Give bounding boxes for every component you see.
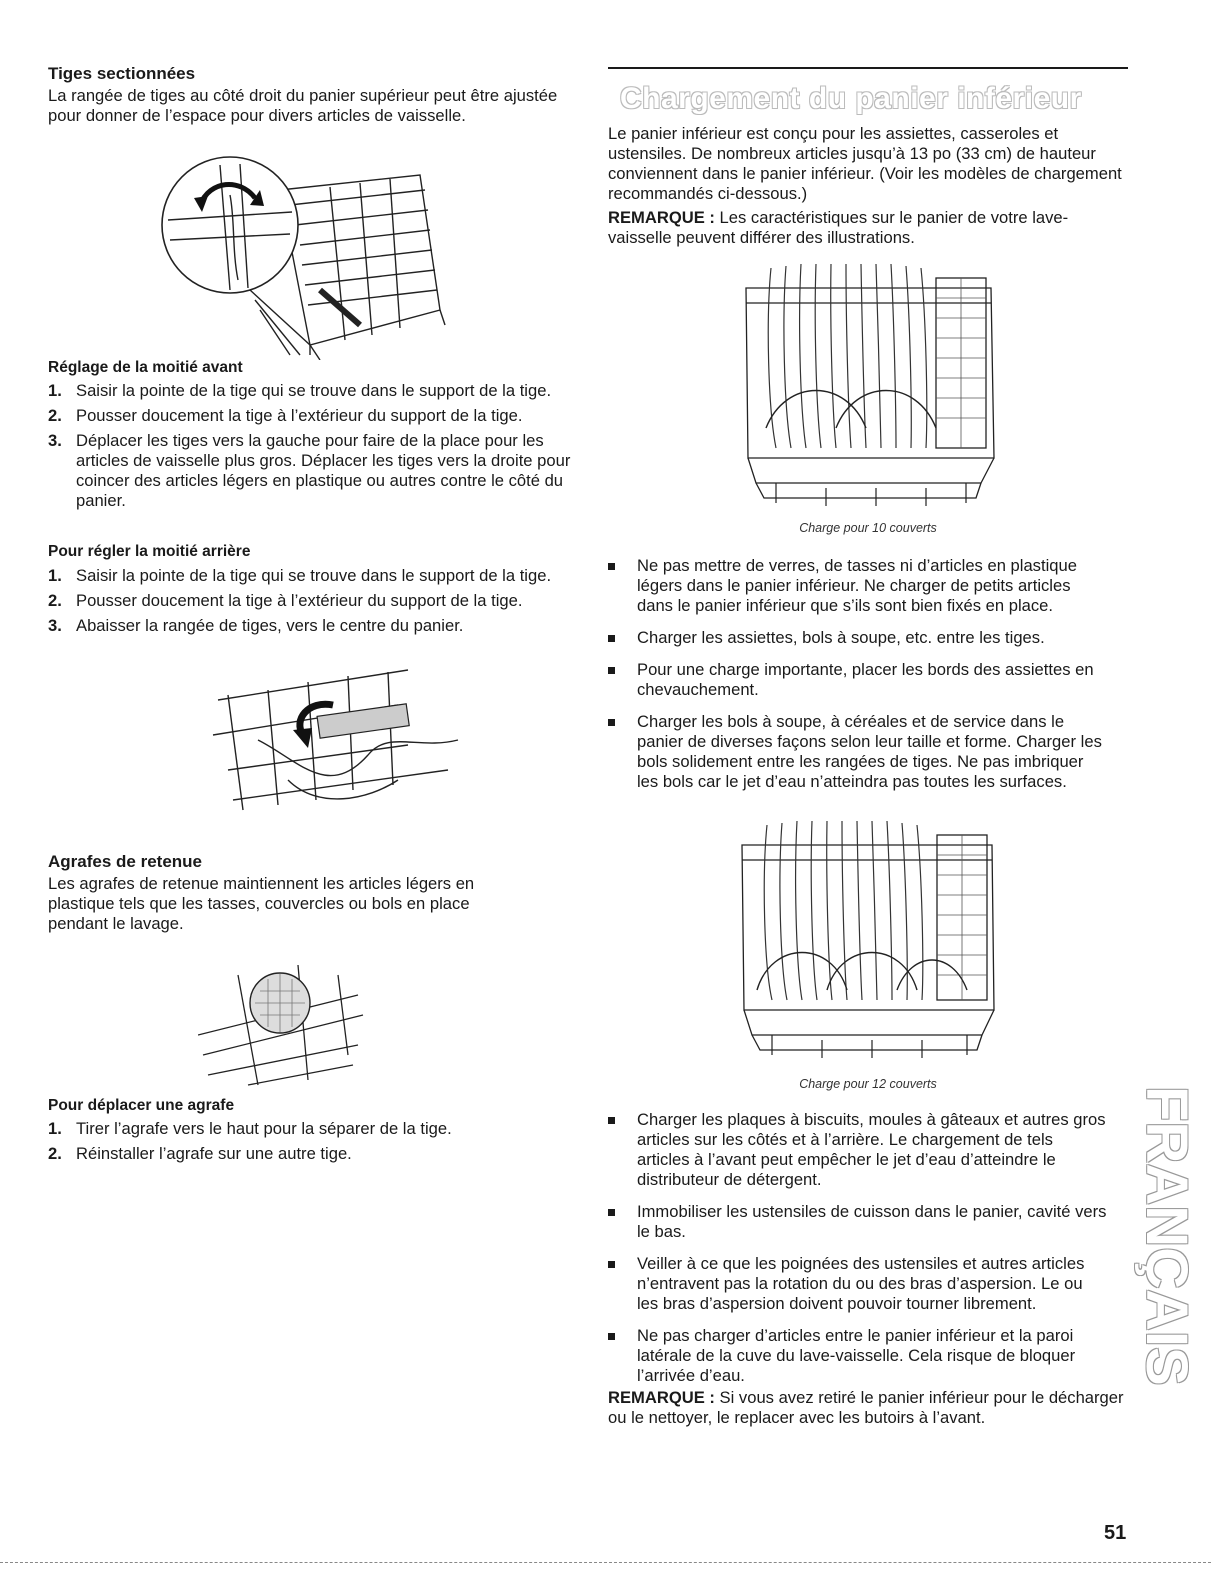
front-half-steps bbox=[48, 381, 578, 516]
list-item: Ne pas mettre de verres, de tasses ni d’articles en plastique légers dans le panier inférieur. Ne charger de petits articles dans le panier inférieur que s’ils sont bien fixés en place. bbox=[608, 556, 1108, 616]
list-item: 3. Déplacer les tiges vers la gauche pour faire de la place pour les articles de vaisselle plus gros. Déplacer les tiges vers la droite pour coincer des articles légers en plastique ou autres contre le côté du panier. bbox=[48, 431, 571, 510]
caption-10-place: Charge pour 10 couverts bbox=[799, 521, 937, 535]
tiges-heading: Tiges sectionnées bbox=[48, 64, 196, 83]
note-2: REMARQUE : Si vous avez retiré le panier inférieur pour le décharger ou le nettoyer, le replacer avec les butoirs à l’avant. bbox=[608, 1388, 1124, 1427]
list-item: 2. Réinstaller l’agrafe sur une autre tige. bbox=[48, 1144, 352, 1163]
section-title: Chargement du panier inférieur bbox=[620, 82, 1082, 115]
lower-rack-12-place-illustration bbox=[732, 815, 1002, 1060]
list-item: 2. Pousser doucement la tige à l’extérieur du support de la tige. bbox=[48, 591, 523, 610]
retaining-clip-illustration bbox=[198, 955, 368, 1095]
note-1: REMARQUE : Les caractéristiques sur le panier de votre lave-vaisselle peuvent différer des illustrations. bbox=[608, 208, 1069, 247]
list-item: Veiller à ce que les poignées des ustensiles et autres articles n’entravent pas la rotation du ou des bras d’aspersion. Le ou les bras d’aspersion doivent pouvoir tourner librement. bbox=[608, 1254, 1108, 1314]
intro-text: Le panier inférieur est conçu pour les assiettes, casseroles et ustensiles. De nombreux articles jusqu’à 13 po (33 cm) de hauteur conviennent dans le panier inférieur. (Voir les modèles de chargement recommandés ci-dessous.) bbox=[608, 124, 1122, 203]
upper-rack-tines-illustration bbox=[160, 150, 460, 360]
front-half-heading: Réglage de la moitié avant bbox=[48, 359, 243, 376]
caption-12-place: Charge pour 12 couverts bbox=[799, 1077, 937, 1091]
list-item: Immobiliser les ustensiles de cuisson dans le panier, cavité vers le bas. bbox=[608, 1202, 1108, 1242]
list-item: 3. Abaisser la rangée de tiges, vers le centre du panier. bbox=[48, 616, 464, 635]
page-number: 51 bbox=[1104, 1522, 1127, 1544]
section-rule bbox=[608, 67, 1128, 69]
list-item: Charger les bols à soupe, à céréales et de service dans le panier de diverses façons selon leur taille et forme. Charger les bols solidement entre les rangées de tiges. Ne pas imbriquer les bols car le jet d’eau n’atteindra pas toutes les surfaces. bbox=[608, 712, 1108, 792]
clips-heading: Agrafes de retenue bbox=[48, 852, 202, 871]
list-item: 1. Saisir la pointe de la tige qui se trouve dans le support de la tige. bbox=[48, 381, 552, 400]
tiges-text: La rangée de tiges au côté droit du panier supérieur peut être ajustée pour donner de l’espace pour divers articles de vaisselle. bbox=[48, 86, 558, 125]
list-item: 2. Pousser doucement la tige à l’extérieur du support de la tige. bbox=[48, 406, 523, 425]
back-half-heading: Pour régler la moitié arrière bbox=[48, 543, 251, 560]
back-half-steps bbox=[48, 566, 578, 641]
move-clip-heading: Pour déplacer une agrafe bbox=[48, 1097, 235, 1114]
list-item: Charger les assiettes, bols à soupe, etc. entre les tiges. bbox=[608, 628, 1108, 648]
loading-tips-list-1 bbox=[608, 556, 1108, 804]
list-item: Ne pas charger d’articles entre le panier inférieur et la paroi latérale de la cuve du lave-vaisselle. Cela risque de bloquer l’arrivée d’eau. bbox=[608, 1326, 1108, 1386]
lower-rack-10-place-illustration bbox=[736, 258, 1001, 508]
bottom-edge bbox=[0, 1562, 1211, 1563]
list-item: Charger les plaques à biscuits, moules à gâteaux et autres gros articles sur les côtés et à l’arrière. Le chargement de tels articles à l’avant peut empêcher le jet d’eau d’atteindre le distributeur de détergent. bbox=[608, 1110, 1108, 1190]
move-clip-steps bbox=[48, 1119, 578, 1169]
list-item: 1. Saisir la pointe de la tige qui se trouve dans le support de la tige. bbox=[48, 566, 552, 585]
list-item: Pour une charge importante, placer les bords des assiettes en chevauchement. bbox=[608, 660, 1108, 700]
clips-text: Les agrafes de retenue maintiennent les articles légers en plastique tels que les tasses, couvercles ou bols en place pendant le lavage. bbox=[48, 874, 475, 933]
list-item: 1. Tirer l’agrafe vers le haut pour la séparer de la tige. bbox=[48, 1119, 452, 1138]
loading-tips-list-2 bbox=[608, 1110, 1108, 1398]
lowering-tines-illustration bbox=[198, 660, 468, 820]
language-side-tab: FRANÇAIS bbox=[1134, 1086, 1199, 1386]
